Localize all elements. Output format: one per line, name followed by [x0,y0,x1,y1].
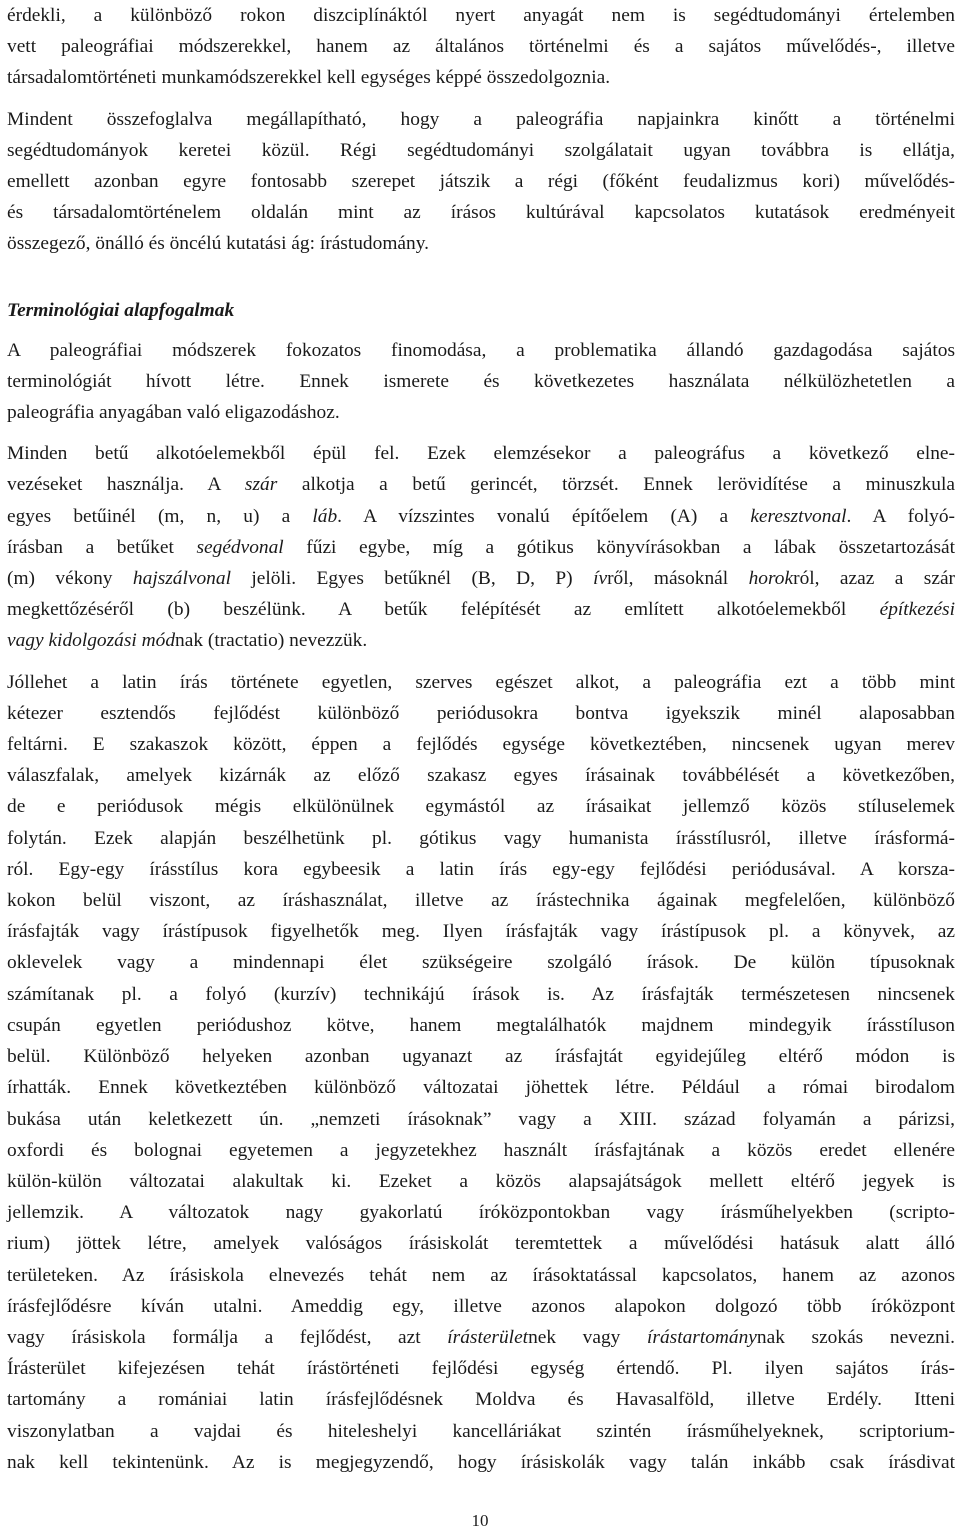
term-horok: horok [748,568,794,590]
document-page [7,0,955,1478]
text-line: bukása után keletkezett ún. „nemzeti írásoknak” vagy a XIII. század folyamán a párizsi, [7,1108,955,1130]
summary-paragraph [7,104,955,260]
text-line: társadalomtörténeti munkamódszerekkel kell egységes képpé összedolgoznia. [7,67,611,89]
letters-paragraph [7,438,955,656]
text-line: vagy írásiskola formálja a fejlődést, azt írásterületnek vagy írástartománynak szokás nevezni. [7,1326,955,1348]
term-iv: ív [593,568,608,590]
term-kidolgozasi-mod: vagy kidolgozási mód [7,630,176,652]
text-line: egyes betűinél (m, n, u) a láb. A vízszintes vonalú építőelem (A) a keresztvonal. A folyó- [7,505,955,527]
text-line: területeken. Az írásiskola elnevezés tehát nem az írásoktatással kapcsolatos, hanem az azonos [7,1264,955,1286]
text-line: kétezer esztendős fejlődést különböző periódusokra bontva igyekszik minél alaposabban [7,702,955,724]
term-epitkezesi: építkezési [879,599,955,621]
text-line: nak kell tekintenünk. Az is megjegyzendő, hogy írásiskolák vagy talán inkább csak írásdivat [7,1451,955,1473]
text-line: megkettőzéséről (b) beszélünk. A betűk felépítését az említett alkotóelemekből építkezési [7,599,955,621]
text-line: oxfordi és bolognai egyetemen a jegyzetekhez használt írásfajtának a közös eredet ellenére [7,1139,955,1161]
text-line: Jóllehet a latin írás története egyetlen, szerves egészet alkot, a paleográfia ezt a több mint [7,671,955,693]
text-line: feltárni. E szakaszok között, éppen a fejlődés egysége következtében, nincsenek ugyan merev [7,734,955,756]
text-line: külön-külön változatai alakultak ki. Ezeket a közös alapsajátságok mellett eltérő jegyek is [7,1170,955,1192]
text-line: oklevelek vagy a mindennapi élet szükségeire szolgáló írások. De külön típusoknak [7,952,955,974]
text-line: belül. Különböző helyeken azonban ugyanazt az írásfajtát egyidejűleg eltérő módon is [7,1046,955,1068]
term-lab: láb [312,505,338,527]
terminology-paragraph [7,335,955,429]
text-line: vagy kidolgozási módnak (tractatio) nevezzük. [7,630,368,652]
text-line: emellett azonban egyre fontosabb szerepet játszik a régi (főként feudalizmus kori) művelődés- [7,171,955,193]
text-line: vezéseket használja. A szár alkotja a betű gerincét, törzsét. Ennek lerövidítése a minuszkula [7,474,955,496]
text-line: A paleográfiai módszerek fokozatos finomodása, a problematika állandó gazdagodása sajátos [7,339,955,361]
term-keresztvonal: keresztvonal [750,505,847,527]
section-heading: Terminológiai alapfogalmak [7,299,235,321]
term-szar: szár [244,474,278,496]
page-number: 10 [471,1511,489,1530]
text-line: érdekli, a különböző rokon diszciplínáktól nyert anyagát nem is segédtudományi értelemben [7,5,955,26]
text-line: viszonylatban a vajdai és hiteleshelyi kancelláriákat szintén írásműhelyeknek, scriptorium- [7,1420,955,1442]
text-line: vett paleográfiai módszerekkel, hanem az általános történelmi és a sajátos művelődés-, illetve [7,36,955,58]
intro-paragraph [7,0,955,94]
text-line: rium) jöttek létre, amelyek valóságos írásiskolát teremtettek a művelődési hatásuk alatt álló [7,1233,955,1255]
term-irastartomany: írástartomány [647,1326,757,1348]
text-line: csupán egyetlen periódushoz kötve, hanem megtalálhatók majdnem mindegyik írásstíluson [7,1014,955,1036]
text-line: kokon belül viszont, az íráshasználat, illetve az írástechnika ágainak megfelelően, különböző [7,890,955,912]
text-line: paleográfia anyagában való eligazodáshoz. [7,402,340,424]
text-line: Írásterület kifejezésen tehát írástörténeti fejlődési egység értendő. Pl. ilyen sajátos írás- [7,1358,955,1380]
text-line: Mindent összefoglalva megállapítható, hogy a paleográfia napjainkra kinőtt a történelmi [7,108,955,130]
text-line: folytán. Ezek alapján beszélhetünk pl. gótikus vagy humanista írásstílusról, illetve írásformá- [7,827,955,849]
text-line: írásfajták vagy írástípusok figyelhetők meg. Ilyen írásfajták vagy írástípusok pl. a könyvek, az [7,921,955,943]
text-line: írásban a betűket segédvonal fűzi egybe, míg a gótikus könyvírásokban a lábak összetartozását [7,536,955,558]
text-line: számítanak pl. a folyó (kurzív) technikájú írások is. Az írásfajták természetesen nincsenek [7,983,955,1005]
term-irasterulet: írásterület [447,1326,529,1348]
text-line: tartomány a romániai latin írásfejlődésnek Moldva és Havasalföld, illetve Erdély. Itteni [7,1389,955,1411]
history-paragraph [7,667,955,1478]
text-line: (m) vékony hajszálvonal jelöli. Egyes betűknél (B, D, P) ívről, másoknál horokról, azaz a szár [7,568,956,590]
text-line: de e periódusok mégis elkülönülnek egymástól az írásaikat jellemző közös stíluselemek [7,796,955,818]
term-segedvonal: segédvonal [196,536,284,558]
text-line: írhatták. Ennek következtében különböző változatai jöhettek létre. Például a római birodalom [7,1077,955,1099]
text-line: válaszfalak, amelyek kizárnák az előző szakasz egyes írásainak továbbélését a következőben, [7,765,955,787]
text-line: segédtudományok keretei közül. Régi segédtudományi szolgálatait ugyan továbbra is ellátja, [7,139,955,161]
term-hajszalvonal: hajszálvonal [132,568,231,590]
text-line: írásfejlődésre kíván utalni. Ameddig egy, illetve azonos alapokon dolgozó több íróközpont [7,1295,955,1317]
text-line: ról. Egy-egy írásstílus kora egybeesik a latin írás egy-egy fejlődési periódusával. A korsza- [7,858,955,880]
text-line: Minden betű alkotóelemekből épül fel. Ezek elemzésekor a paleográfus a következő elne- [7,443,955,465]
text-line: terminológiát hívott létre. Ennek ismerete és következetes használata nélkülözhetetlen a [7,370,955,392]
text-line: jellemzik. A változatok nagy gyakorlatú íróközpontokban vagy írásműhelyekben (scripto- [7,1202,955,1224]
text-line: és társadalomtörténelem oldalán mint az írásos kultúrával kapcsolatos kutatások eredményeit [7,202,955,224]
text-line: összegező, önálló és öncélú kutatási ág: írástudomány. [7,233,429,255]
